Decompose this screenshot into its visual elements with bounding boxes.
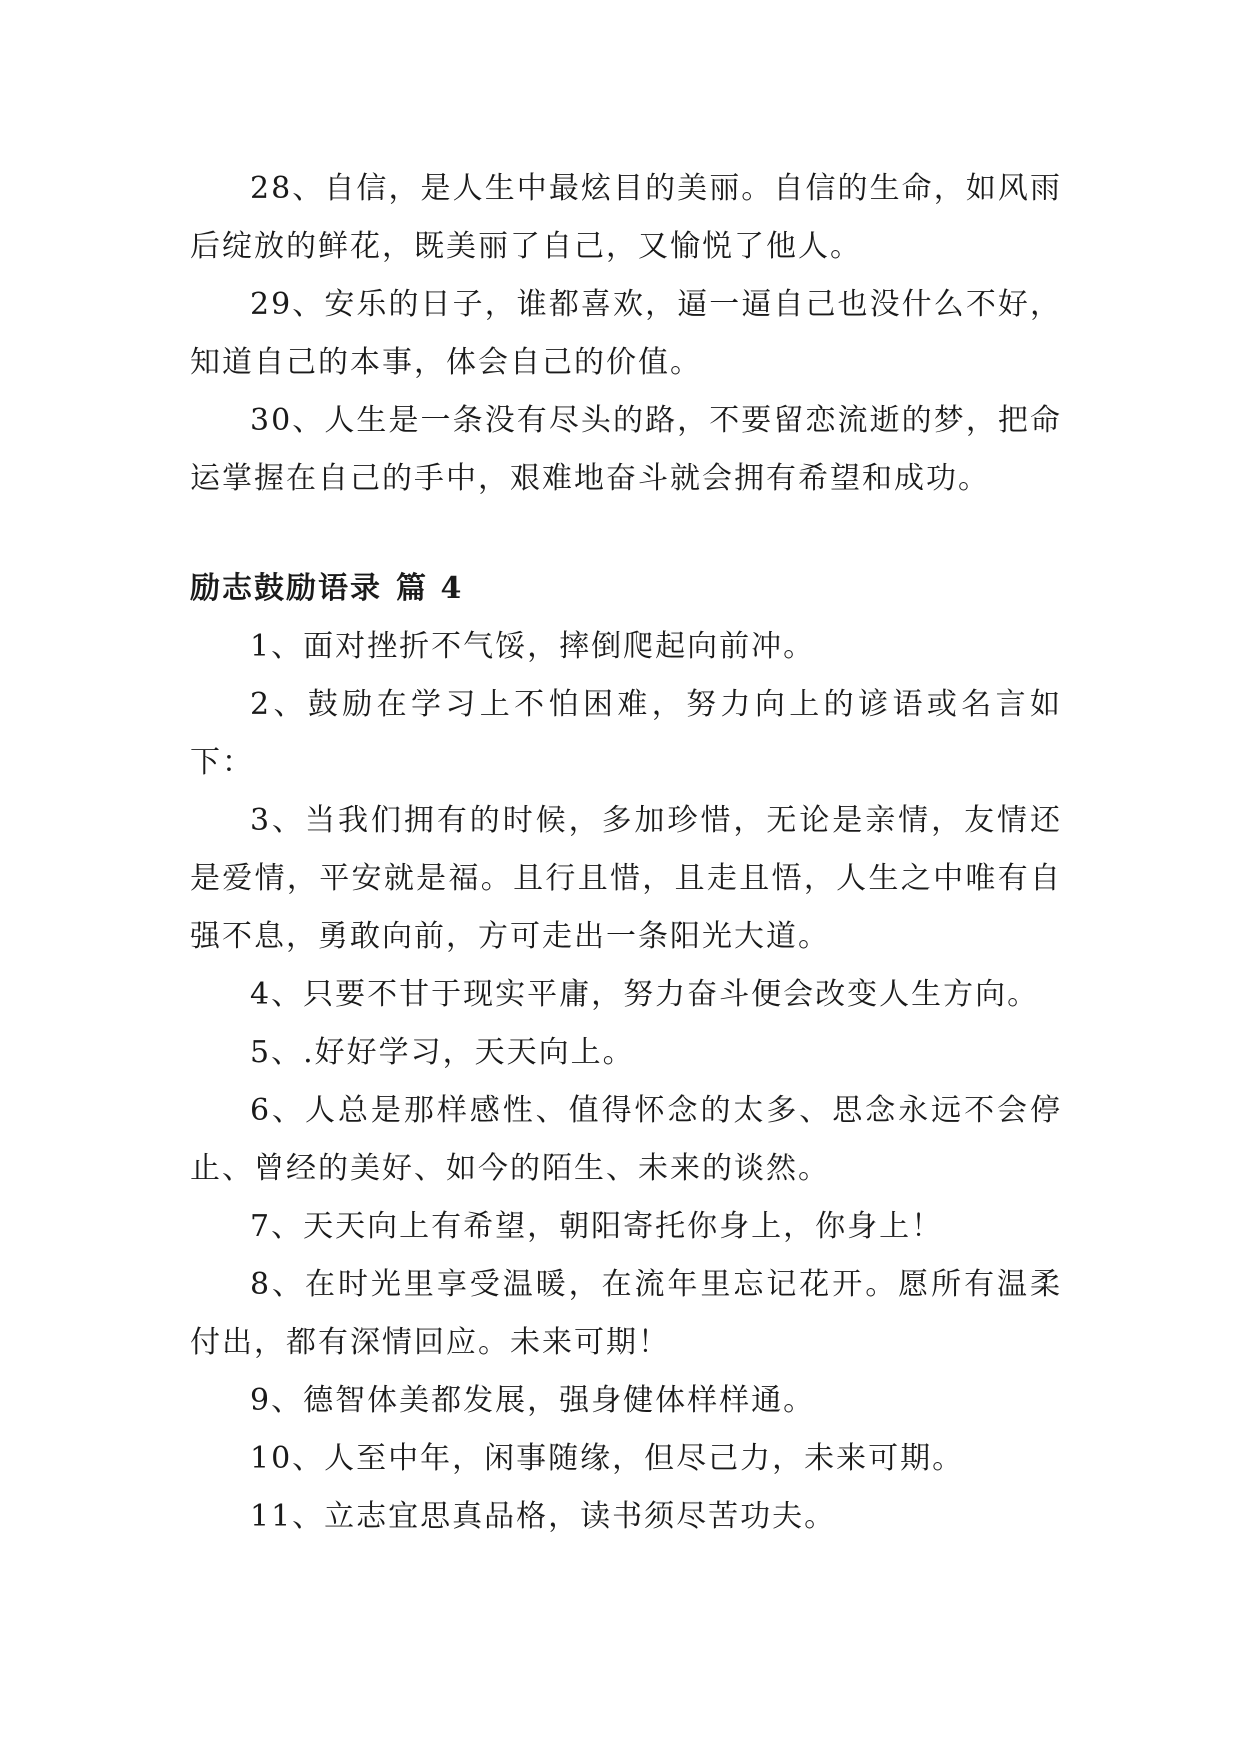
quote-9: 9、德智体美都发展，强身健体样样通。 <box>250 1383 816 1418</box>
quote-3: 3、当我们拥有的时候，多加珍惜，无论是亲情，友情还是爱情，平安就是福。且行且惜，且走且悟，人生之中唯有自强不息，勇敢向前，方可走出一条阳光大道。 <box>190 803 1062 954</box>
quote-5: 5、.好好学习，天天向上。 <box>250 1035 635 1070</box>
quote-8: 8、在时光里享受温暖，在流年里忘记花开。愿所有温柔付出，都有深情回应。未来可期！ <box>190 1267 1062 1360</box>
document-page <box>190 160 1062 1546</box>
quote-1: 1、面对挫折不气馁，摔倒爬起向前冲。 <box>250 629 816 664</box>
section-heading <box>190 560 1062 618</box>
quote-28: 28、自信，是人生中最炫目的美丽。自信的生命，如风雨后绽放的鲜花，既美丽了自己，又愉悦了他人。 <box>190 171 1062 264</box>
quote-11: 11、立志宜思真品格，读书须尽苦功夫。 <box>250 1499 837 1534</box>
quote-29: 29、安乐的日子，谁都喜欢，逼一逼自己也没什么不好，知道自己的本事，体会自己的价值。 <box>190 287 1062 380</box>
quote-6: 6、人总是那样感性、值得怀念的太多、思念永远不会停止、曾经的美好、如今的陌生、未来的谈然。 <box>190 1093 1062 1186</box>
quote-2: 2、鼓励在学习上不怕困难，努力向上的谚语或名言如下： <box>190 687 1062 780</box>
section-title: 励志鼓励语录 <box>190 571 382 606</box>
section-part: 篇 4 <box>396 571 464 606</box>
quote-30: 30、人生是一条没有尽头的路，不要留恋流逝的梦，把命运掌握在自己的手中，艰难地奋斗就会拥有希望和成功。 <box>190 403 1062 496</box>
quote-4: 4、只要不甘于现实平庸，努力奋斗便会改变人生方向。 <box>250 977 1040 1012</box>
quote-7: 7、天天向上有希望，朝阳寄托你身上，你身上！ <box>250 1209 944 1244</box>
quote-10: 10、人至中年，闲事随缘，但尽己力，未来可期。 <box>250 1441 965 1476</box>
